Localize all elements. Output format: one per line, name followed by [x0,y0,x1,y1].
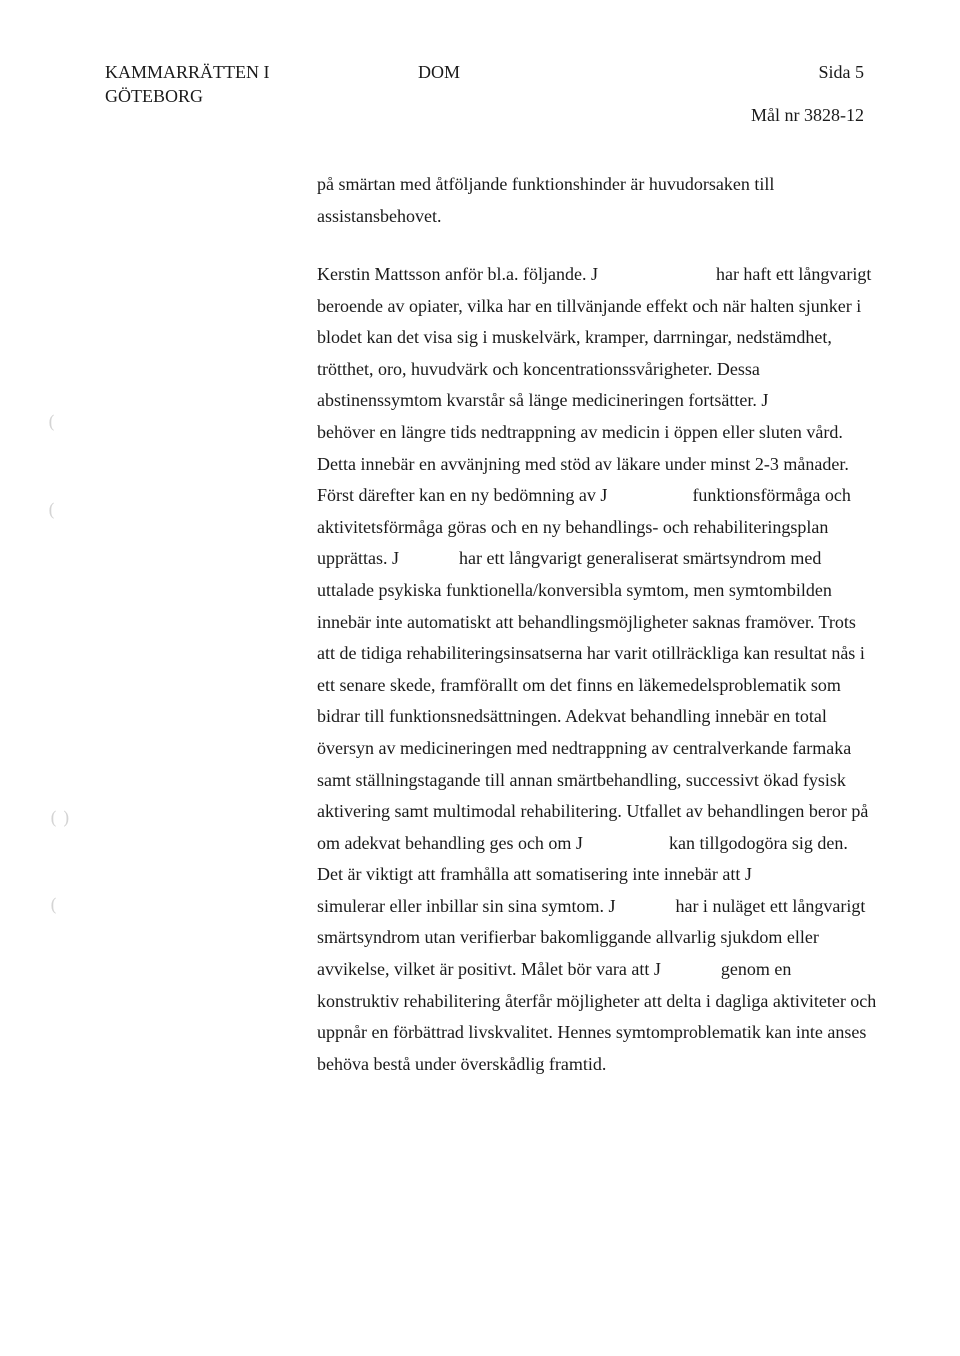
statement-part-1: Kerstin Mattsson anför bl.a. följande. J [317,264,598,284]
court-name-line-1: KAMMARRÄTTEN I [105,62,270,82]
punch-hole-mark: ( [48,500,56,521]
statement-part-8: har i nuläget ett långvarigt smärtsyndrom utan verifierbar bakomliggande allvarlig sjukdom eller avvikelse, vilket är positivt. Målet bör vara att J [317,895,866,980]
statement-part-9: genom en konstruktiv rehabilitering återfår möjligheter att delta i dagliga aktiviteter och uppnår en förbättrad livskvalitet. Hennes symtomproblematik kan inte anses behöva bestå under överskådlig framtid. [317,959,877,1074]
court-name [105,60,325,108]
case-number: Mål nr 3828-12 [751,105,864,125]
page-number: Sida 5 [818,62,864,82]
intro-text: på smärtan med åtföljande funktionshinder är huvudorsaken till assistansbehovet. [317,174,775,226]
statement-part-3: behöver en längre tids nedtrappning av medicin i öppen eller sluten vård. Detta innebär en avvänjning med stöd av läkare under minst 2-3 månader. Först därefter kan en ny bedömning av J [317,421,849,506]
document-type: DOM [418,62,461,82]
punch-hole-mark: ( [50,895,58,916]
intro-paragraph [317,168,877,232]
statement-part-6: kan tillgodogöra sig den. Det är viktigt att framhålla att somatisering inte innebär att J [317,832,848,885]
court-name-line-2: GÖTEBORG [105,86,203,106]
statement-part-7: simulerar eller inbillar sin sina symtom. J [317,895,616,916]
statement-part-2: har haft ett långvarigt beroende av opiater, vilka har en tillvänjande effekt och när halten sjunker i blodet kan det visa sig i muskelvärk, kramper, darrningar, nedstämdhet, trötthet, oro, huvudvärk och koncentrationssvårigheter. Dessa abstinenssymtom kvarstår så länge medicineringen fortsätter. J [317,264,872,411]
statement-text [317,259,877,1080]
punch-hole-mark: ( [48,412,56,433]
statement-part-5: har ett långvarigt generaliserat smärtsyndrom med uttalade psykiska funktionella/konversibla symtom, men symtombilden innebär inte automatiskt att behandlingsmöjligheter saknas framöver. Trots att de tidiga rehabiliteringsinsatserna har varit otillräckliga kan resultat nås i ett senare skede, framförallt om det finns en läkemedelsproblematik som bidrar till funktionsnedsättningen. Adekvat behandling innebär en total översyn av medicineringen med nedtrappning av centralverkande farmaka samt ställningstagande till annan smärtbehandling, successivt ökad fysisk aktivering samt multimodal rehabilitering. Utfallet av behandlingen beror på om adekvat behandling ges och om J [317,548,869,853]
statement-paragraph [317,259,877,1080]
statement-part-4: funktionsförmåga och aktivitetsförmåga göras och en ny behandlings- och rehabiliteringsplan upprättas. J [317,485,851,569]
punch-hole-mark: ( ) [50,808,70,829]
